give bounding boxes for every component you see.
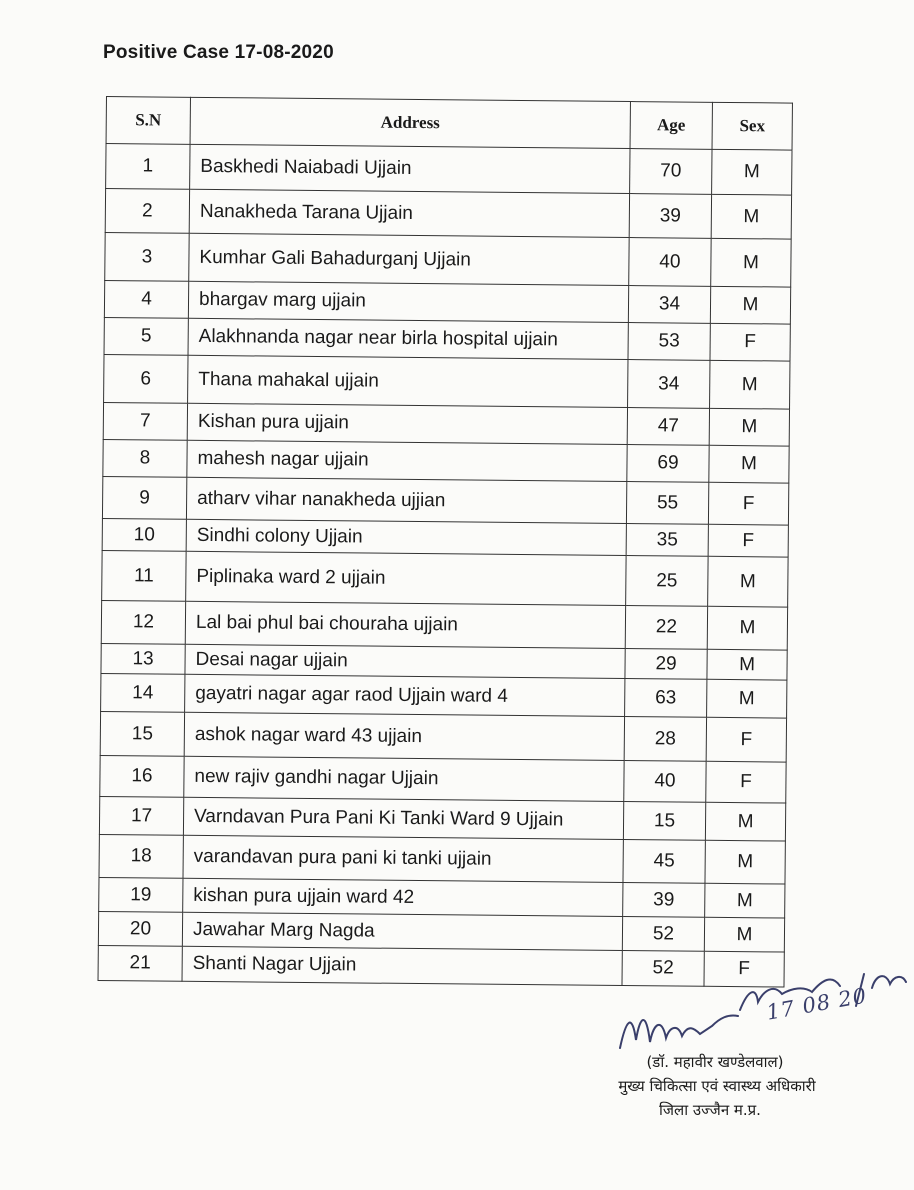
cell-sex: F bbox=[706, 761, 786, 803]
cell-sex: M bbox=[711, 238, 791, 287]
cell-sn: 8 bbox=[103, 439, 187, 477]
cell-sex: M bbox=[712, 149, 792, 195]
cell-sex: M bbox=[705, 802, 785, 841]
cell-address: Alakhnanda nagar near birla hospital ujjain bbox=[188, 318, 628, 359]
cell-sex: M bbox=[707, 606, 787, 650]
cell-sex: F bbox=[708, 482, 788, 525]
table-row bbox=[99, 796, 785, 841]
header-age: Age bbox=[630, 102, 712, 150]
table-body bbox=[98, 144, 792, 988]
cell-address: mahesh nagar ujjain bbox=[187, 440, 627, 481]
cell-sn: 17 bbox=[99, 796, 183, 835]
cell-sn: 10 bbox=[102, 518, 186, 551]
header-sex: Sex bbox=[712, 102, 792, 150]
cell-sn: 13 bbox=[101, 643, 185, 674]
cell-address: ashok nagar ward 43 ujjain bbox=[184, 712, 624, 760]
cell-age: 47 bbox=[627, 408, 709, 446]
cell-address: Jawahar Marg Nagda bbox=[182, 912, 622, 950]
cell-age: 39 bbox=[623, 882, 705, 917]
cell-sex: M bbox=[709, 408, 789, 446]
cell-address: Desai nagar ujjain bbox=[185, 644, 625, 678]
cell-address: gayatri nagar agar raod Ujjain ward 4 bbox=[185, 674, 625, 716]
cell-sex: M bbox=[710, 360, 790, 409]
cell-address: varandavan pura pani ki tanki ujjain bbox=[183, 835, 623, 882]
cell-age: 34 bbox=[628, 286, 710, 324]
table-row bbox=[104, 354, 790, 409]
header-address: Address bbox=[190, 97, 630, 148]
cell-age: 29 bbox=[625, 649, 707, 680]
signature-date: 17 08 20 bbox=[764, 983, 869, 1025]
cell-sn: 15 bbox=[100, 711, 184, 756]
cell-sn: 5 bbox=[104, 317, 188, 355]
cell-sex: M bbox=[707, 679, 787, 718]
cell-address: new rajiv gandhi nagar Ujjain bbox=[184, 756, 624, 801]
cell-sn: 19 bbox=[99, 877, 183, 912]
cell-sn: 9 bbox=[102, 476, 186, 519]
cell-sex: M bbox=[711, 194, 791, 239]
cell-address: atharv vihar nanakheda ujjian bbox=[186, 477, 626, 523]
cell-sn: 4 bbox=[104, 280, 188, 318]
table-row bbox=[100, 711, 786, 762]
cell-age: 34 bbox=[628, 360, 710, 409]
table-row bbox=[106, 144, 792, 196]
cell-sn: 6 bbox=[104, 354, 188, 403]
signature-block bbox=[560, 960, 910, 1120]
cell-address: Sindhi colony Ujjain bbox=[186, 519, 626, 555]
table-row bbox=[101, 673, 787, 718]
cell-address: Baskhedi Naiabadi Ujjain bbox=[190, 144, 630, 193]
cell-address: Thana mahakal ujjain bbox=[188, 355, 628, 407]
officer-designation: मुख्य चिकित्सा एवं स्वास्थ्य अधिकारी bbox=[618, 1077, 816, 1095]
header-sn: S.N bbox=[106, 97, 190, 145]
cell-sn: 21 bbox=[98, 945, 182, 981]
cell-address: kishan pura ujjain ward 42 bbox=[183, 878, 623, 916]
cell-age: 28 bbox=[624, 717, 706, 762]
cell-address: Shanti Nagar Ujjain bbox=[182, 946, 622, 985]
table-row bbox=[100, 755, 786, 803]
cell-sex: M bbox=[705, 840, 785, 884]
cell-sn: 7 bbox=[103, 402, 187, 440]
page-title: Positive Case 17-08-2020 bbox=[103, 42, 334, 63]
handwritten-signature bbox=[560, 960, 910, 1060]
cell-sn: 12 bbox=[101, 600, 185, 644]
cell-sn: 14 bbox=[101, 673, 185, 712]
cell-address: bhargav marg ujjain bbox=[188, 281, 628, 322]
cell-address: Lal bai phul bai chouraha ujjain bbox=[185, 601, 625, 648]
cell-age: 53 bbox=[628, 323, 710, 361]
table-row bbox=[99, 834, 785, 884]
cell-sex: M bbox=[704, 917, 784, 952]
cell-age: 22 bbox=[625, 606, 707, 650]
cell-age: 52 bbox=[622, 950, 704, 986]
table-row bbox=[101, 600, 787, 650]
cell-age: 45 bbox=[623, 840, 705, 884]
cell-sex: F bbox=[706, 717, 786, 762]
cell-age: 40 bbox=[629, 238, 711, 287]
officer-district: जिला उज्जैन म.प्र. bbox=[659, 1101, 761, 1119]
cell-address: Kumhar Gali Bahadurganj Ujjain bbox=[189, 233, 629, 285]
cell-sex: M bbox=[708, 556, 788, 607]
cell-sex: F bbox=[710, 323, 790, 361]
cell-sn: 16 bbox=[100, 755, 184, 797]
table-row bbox=[105, 189, 791, 240]
cell-sex: M bbox=[710, 286, 790, 324]
cell-address: Varndavan Pura Pani Ki Tanki Ward 9 Ujjain bbox=[183, 797, 623, 839]
cell-age: 40 bbox=[624, 761, 706, 803]
cell-age: 35 bbox=[626, 524, 708, 557]
officer-name: (डॉ. महावीर खण्डेलवाल) bbox=[646, 1053, 784, 1071]
cell-sn: 20 bbox=[98, 911, 182, 946]
table-row bbox=[105, 232, 791, 287]
cell-address: Piplinaka ward 2 ujjain bbox=[186, 551, 626, 605]
cell-sn: 3 bbox=[105, 232, 189, 281]
cell-age: 69 bbox=[627, 445, 709, 483]
cell-sn: 11 bbox=[102, 550, 186, 601]
cell-age: 63 bbox=[625, 679, 707, 718]
cell-address: Kishan pura ujjain bbox=[187, 403, 627, 444]
case-table-container bbox=[98, 96, 796, 988]
case-table bbox=[98, 96, 793, 988]
cell-age: 52 bbox=[622, 916, 704, 951]
cell-address: Nanakheda Tarana Ujjain bbox=[189, 189, 629, 237]
table-header-row bbox=[106, 97, 792, 151]
cell-sn: 2 bbox=[105, 189, 189, 234]
cell-sex: M bbox=[707, 649, 787, 680]
table-row bbox=[102, 476, 788, 525]
cell-sn: 18 bbox=[99, 834, 183, 878]
cell-sex: F bbox=[704, 951, 784, 987]
cell-age: 25 bbox=[626, 556, 708, 607]
cell-sn: 1 bbox=[106, 144, 190, 190]
cell-sex: F bbox=[708, 524, 788, 557]
cell-sex: M bbox=[705, 883, 785, 918]
table-row bbox=[102, 550, 788, 607]
cell-sex: M bbox=[709, 445, 789, 483]
cell-age: 39 bbox=[629, 194, 711, 239]
cell-age: 55 bbox=[626, 482, 708, 525]
cell-age: 70 bbox=[630, 149, 712, 195]
cell-age: 15 bbox=[623, 802, 705, 841]
